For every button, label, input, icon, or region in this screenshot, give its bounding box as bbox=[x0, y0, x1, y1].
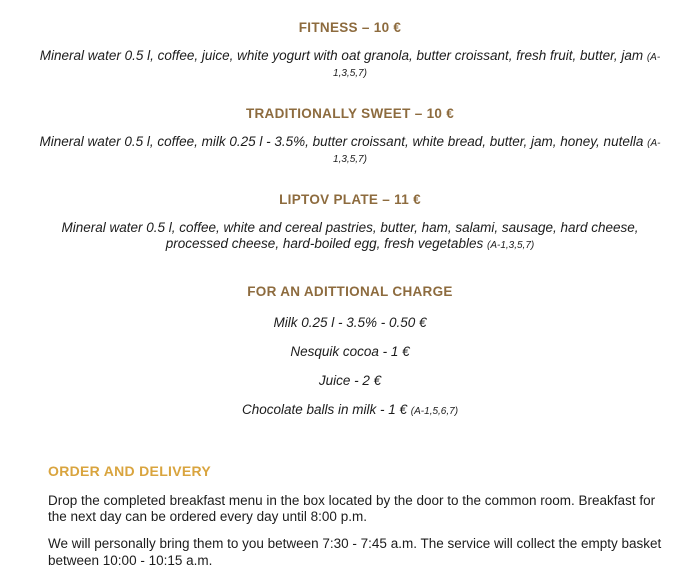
section-title-fitness: FITNESS – 10 € bbox=[298, 20, 402, 35]
section-title-liptov-plate: LIPTOV PLATE – 11 € bbox=[279, 191, 421, 207]
order-and-delivery-title: ORDER AND DELIVERY bbox=[48, 462, 212, 479]
description-text: Mineral water 0.5 l, coffee, juice, white yogurt with oat granola, butter croissant, fresh fruit, butter, jam bbox=[39, 48, 644, 63]
allergen-codes: (A-1,3,5,7) bbox=[333, 137, 661, 165]
additional-item-chocolate-balls bbox=[30, 402, 670, 417]
section-description-fitness bbox=[30, 48, 670, 80]
menu-section-liptov-plate bbox=[30, 192, 670, 252]
order-paragraph-drop-instructions: Drop the completed breakfast menu in the box located by the door to the common room. Breakfast for the next day can be ordered every day until 8:00 p.m. bbox=[48, 492, 656, 524]
menu-section-traditionally-sweet bbox=[30, 106, 670, 166]
item-text: Chocolate balls in milk - 1 € bbox=[241, 401, 408, 417]
additional-item-juice bbox=[30, 373, 670, 388]
section-description-traditionally-sweet bbox=[30, 134, 670, 166]
menu-section-fitness bbox=[30, 20, 670, 80]
item-text: Nesquik cocoa - 1 € bbox=[290, 343, 410, 359]
description-text: Mineral water 0.5 l, coffee, milk 0.25 l - 3.5%, butter croissant, white bread, butter, jam, honey, nutella bbox=[39, 133, 644, 149]
additional-item-nesquik-cocoa bbox=[30, 344, 670, 359]
additional-charge-title: FOR AN ADITTIONAL CHARGE bbox=[247, 283, 453, 299]
item-text: Juice - 2 € bbox=[318, 372, 382, 388]
allergen-codes: (A-1,3,5,7) bbox=[486, 239, 535, 251]
section-title-traditionally-sweet: TRADITIONALLY SWEET – 10 € bbox=[245, 105, 455, 121]
allergen-codes: (A-1,3,5,7) bbox=[333, 52, 661, 79]
description-text: Mineral water 0.5 l, coffee, white and cereal pastries, butter, ham, salami, sausage, hard cheese, processed cheese, hard-boiled egg, fresh vegetables bbox=[61, 219, 639, 251]
allergen-codes: (A-1,5,6,7) bbox=[410, 405, 459, 417]
section-description-liptov-plate bbox=[30, 220, 670, 252]
item-text: Milk 0.25 l - 3.5% - 0.50 € bbox=[273, 314, 427, 330]
additional-item-milk bbox=[30, 315, 670, 330]
additional-charge-section bbox=[30, 284, 670, 417]
order-paragraph-delivery-times: We will personally bring them to you between 7:30 - 7:45 a.m. The service will collect the empty basket between 10:00 - 10:15 a.m. bbox=[48, 536, 662, 568]
order-and-delivery-section bbox=[48, 463, 665, 569]
